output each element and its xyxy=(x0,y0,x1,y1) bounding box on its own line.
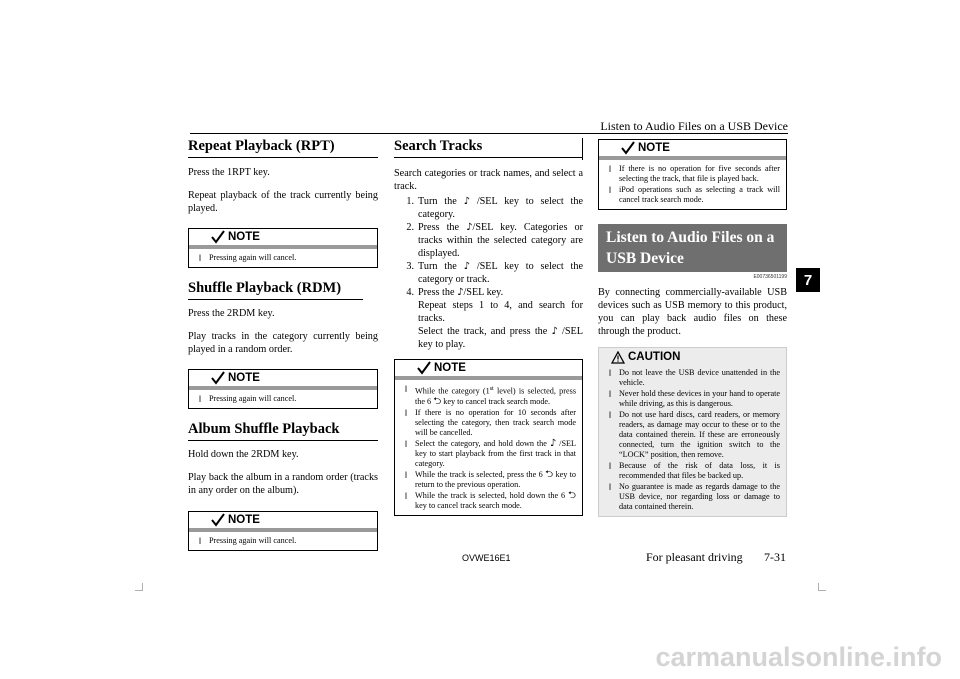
list-item: l While the track is selected, press the 6 ⮌ key to return to the previous operation. xyxy=(405,468,577,489)
back-arrow-icon: ⮌ xyxy=(433,395,442,407)
crop-mark xyxy=(135,590,143,591)
search-steps xyxy=(394,195,583,351)
crop-mark xyxy=(818,590,826,591)
section-title-search: Search Tracks xyxy=(394,138,483,154)
caution-header xyxy=(599,348,786,366)
watermark: carmanualsonline.info xyxy=(655,642,942,672)
list-item: l Pressing again will cancel. xyxy=(199,536,297,546)
note-band xyxy=(599,156,786,160)
note-box-shuffle xyxy=(188,369,378,409)
album-description: Play back the album in a random order (tracks in any order on the album). xyxy=(188,472,378,496)
note-header xyxy=(395,360,582,376)
tune-knob-icon: ♪ xyxy=(466,222,473,233)
bullet-l-icon: l xyxy=(609,389,611,399)
repeat-description: Repeat playback of the track currently being played. xyxy=(188,190,378,214)
back-arrow-icon: ⮌ xyxy=(568,489,577,501)
list-item: l While the category (1st level) is selected, press the 6 ⮌ key to cancel track search mode. xyxy=(405,384,577,407)
chapter-tab: 7 xyxy=(796,268,820,292)
note-band xyxy=(189,528,377,532)
bullet-l-icon: l xyxy=(609,164,611,174)
note-label: NOTE xyxy=(434,362,466,374)
list-item: l If there is no operation for 10 seconds after selecting the category, then track search mode will be cancelled. xyxy=(405,407,576,437)
bullet-l-icon: l xyxy=(405,438,407,449)
section-rule xyxy=(394,157,583,158)
caution-box xyxy=(598,347,787,517)
section-title-repeat: Repeat Playback (RPT) xyxy=(188,138,335,154)
tune-knob-icon: ♪ xyxy=(457,287,464,298)
caution-triangle-icon xyxy=(611,351,625,364)
footer-model-code: OVWE16E1 xyxy=(462,553,511,563)
bullet-l-icon: l xyxy=(405,469,407,480)
bullet-l-icon: l xyxy=(609,368,611,378)
middle-column xyxy=(394,138,583,516)
note-band xyxy=(189,245,377,249)
bullet-l-icon: l xyxy=(199,394,201,404)
note-box-search xyxy=(394,359,583,516)
list-item: 2. Press the ♪/SEL key. Categories or tracks within the selected category are displayed. xyxy=(406,222,583,259)
note-check-icon xyxy=(621,141,635,155)
page-header-title: Listen to Audio Files on a USB Device xyxy=(600,119,788,133)
bullet-l-icon: l xyxy=(405,490,407,501)
banner-line-2: USB Device xyxy=(606,250,684,267)
list-item: l While the track is selected, hold down the 6 ⮌ key to cancel track search mode. xyxy=(405,489,577,510)
tune-knob-icon: ♪ xyxy=(463,261,470,272)
bullet-l-icon: l xyxy=(405,384,407,394)
tune-knob-icon: ♪ xyxy=(463,196,470,207)
note-check-icon xyxy=(211,230,225,244)
bullet-l-icon: l xyxy=(199,536,201,546)
list-item: l Do not use hard discs, card readers, or memory readers, as damage may occur to these or to the data contained therein. If these are erroneously connected, turn the ignition switch to the “LOCK” position, then remove. xyxy=(609,410,780,459)
list-item: Select the track, and press the ♪ /SEL key to play. xyxy=(418,326,583,350)
footer-section: For pleasant driving xyxy=(646,550,743,564)
list-item: l iPod operations such as selecting a track will cancel track search mode. xyxy=(609,185,780,204)
list-item: 4. Press the ♪/SEL key. xyxy=(406,287,504,298)
note-header xyxy=(189,512,377,528)
note-header xyxy=(189,370,377,386)
list-item: l Because of the risk of data loss, it is recommended that files be backed up. xyxy=(609,461,780,480)
section-rule xyxy=(188,157,378,158)
section-rule xyxy=(188,440,378,441)
repeat-instruction: Press the 1RPT key. xyxy=(188,167,270,178)
caution-label: CAUTION xyxy=(628,351,681,363)
note-label: NOTE xyxy=(228,231,260,243)
note-check-icon xyxy=(417,361,431,375)
left-column xyxy=(188,138,378,551)
note-box-right xyxy=(598,139,787,210)
bullet-l-icon: l xyxy=(405,407,407,418)
bullet-l-icon: l xyxy=(199,253,201,263)
bullet-l-icon: l xyxy=(609,185,611,195)
header-rule xyxy=(190,133,788,134)
shuffle-instruction: Press the 2RDM key. xyxy=(188,308,275,319)
bullet-l-icon: l xyxy=(609,482,611,492)
note-box-album xyxy=(188,511,378,551)
note-label: NOTE xyxy=(228,514,260,526)
section-rule xyxy=(188,299,363,300)
tune-knob-icon: ♪ xyxy=(549,437,557,449)
tune-knob-icon: ♪ xyxy=(551,326,558,337)
note-check-icon xyxy=(211,513,225,527)
banner-line-1: Listen to Audio Files on a xyxy=(606,229,775,246)
list-item: l If there is no operation for five seconds after selecting the track, that file is played back. xyxy=(609,164,780,183)
list-item: l Do not leave the USB device unattended in the vehicle. xyxy=(609,368,780,387)
note-box-repeat xyxy=(188,228,378,268)
bullet-l-icon: l xyxy=(609,461,611,471)
section-rule-vertical xyxy=(582,138,583,160)
right-column xyxy=(598,139,787,517)
list-item: l Select the category, and hold down the ♪ /SEL key to start playback from the first track in that category. xyxy=(405,437,577,468)
list-item: l No guarantee is made as regards damage to the USB device, nor regarding loss or damage to data contained therein. xyxy=(609,482,780,511)
footer-page-number: 7-31 xyxy=(764,550,786,564)
list-item: l Pressing again will cancel. xyxy=(199,394,297,404)
note-band xyxy=(395,376,582,380)
bullet-l-icon: l xyxy=(609,410,611,420)
note-header xyxy=(599,140,786,156)
note-check-icon xyxy=(211,371,225,385)
list-item: 1. Turn the ♪ /SEL key to select the category. xyxy=(406,196,584,220)
note-label: NOTE xyxy=(638,142,670,154)
section-title-shuffle: Shuffle Playback (RDM) xyxy=(188,280,342,296)
album-instruction: Hold down the 2RDM key. xyxy=(188,449,299,460)
shuffle-description: Play tracks in the category currently being played in a random order. xyxy=(188,331,378,355)
note-band xyxy=(189,386,377,390)
usb-intro: By connecting commercially-available USB devices such as USB memory to this product, you can play back audio files on these through the product. xyxy=(598,287,787,337)
list-item: 3. Turn the ♪ /SEL key to select the category or track. xyxy=(406,261,584,285)
section-banner xyxy=(598,224,787,272)
search-intro: Search categories or track names, and select a track. xyxy=(394,168,583,192)
section-code: E00736501199 xyxy=(753,274,787,280)
list-item: l Pressing again will cancel. xyxy=(199,253,297,263)
list-item: l Never hold these devices in your hand to operate while driving, as this is dangerous. xyxy=(609,389,780,408)
note-header xyxy=(189,229,377,245)
section-title-album: Album Shuffle Playback xyxy=(188,421,340,437)
note-label: NOTE xyxy=(228,372,260,384)
list-item: Repeat steps 1 to 4, and search for tracks. xyxy=(418,300,583,324)
back-arrow-icon: ⮌ xyxy=(545,468,554,480)
